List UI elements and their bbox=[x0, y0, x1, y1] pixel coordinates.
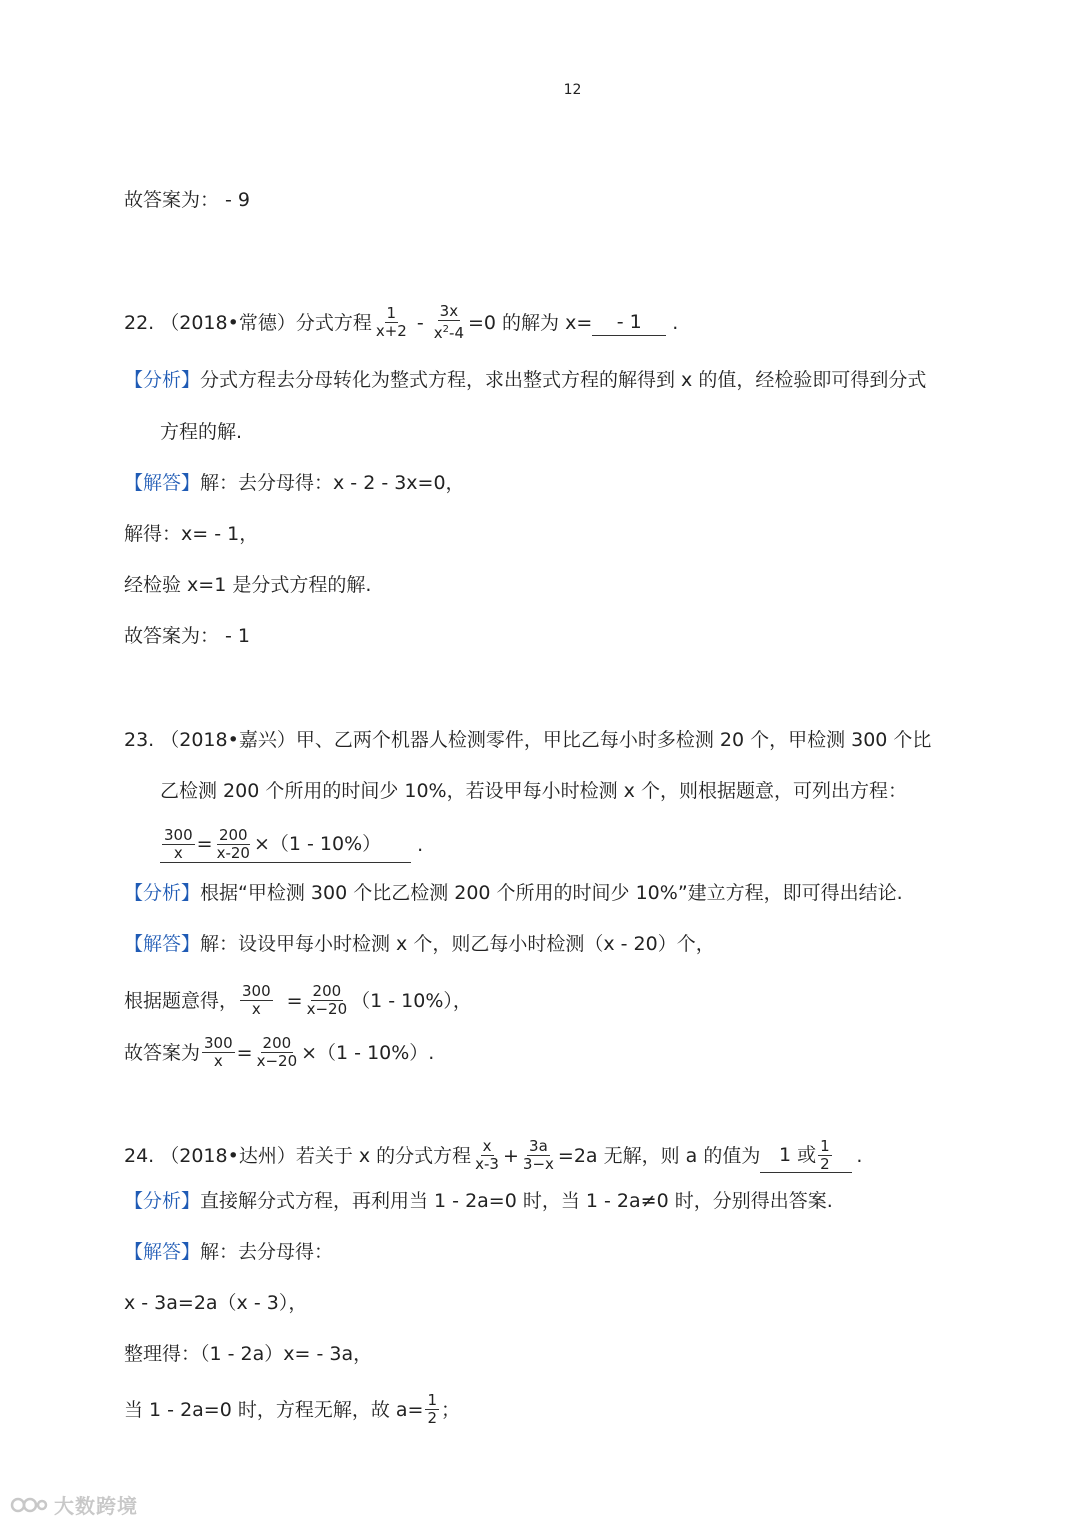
q22-f2-num: 3x bbox=[439, 302, 459, 320]
s23-l3-tail: ×（1 - 10%）. bbox=[301, 1041, 435, 1064]
q23-end: . bbox=[417, 833, 424, 856]
s23-l3-f1-num: 300 bbox=[204, 1034, 233, 1052]
s23-l2-eq: = bbox=[286, 989, 303, 1012]
analysis-22-text: 分式方程去分母转化为整式方程，求出整式方程的解得到 x 的值，经检验即可得到分式 bbox=[200, 369, 927, 391]
q22-f1-den: x+2 bbox=[375, 322, 407, 340]
q22-f2-den bbox=[432, 321, 466, 342]
q22-f1-num: 1 bbox=[386, 304, 397, 322]
q23-ans-f2-den: x-20 bbox=[216, 843, 250, 862]
solution-22-line4: 故答案为： - 1 bbox=[124, 625, 251, 647]
q22-f2-den-b: -4 bbox=[449, 324, 464, 342]
question-22 bbox=[124, 303, 678, 342]
s23-l2-f1 bbox=[240, 983, 273, 1018]
q22-fraction-2 bbox=[432, 303, 466, 342]
q24-ans-num: 1 bbox=[820, 1136, 830, 1155]
q23-ans-f1-num: 300 bbox=[164, 825, 193, 844]
solution-23-line3 bbox=[124, 1035, 434, 1070]
s23-l2-pre: 根据题意得， bbox=[124, 989, 239, 1012]
solution-tag: 【解答】 bbox=[124, 933, 201, 955]
s23-l3-f1 bbox=[202, 1035, 235, 1070]
q22-minus: - bbox=[410, 311, 430, 334]
question-23-answer bbox=[160, 826, 423, 863]
q22-answer-blank: - 1 bbox=[592, 309, 666, 336]
q24-ans-den: 2 bbox=[820, 1154, 830, 1173]
analysis-tag: 【分析】 bbox=[124, 882, 201, 904]
question-24 bbox=[124, 1138, 862, 1173]
solution-24-line4 bbox=[124, 1392, 460, 1427]
s24-l4-den: 2 bbox=[427, 1409, 437, 1427]
s24-l4-num: 1 bbox=[427, 1391, 437, 1409]
s23-l2-f2-num: 200 bbox=[312, 982, 342, 1000]
s23-l2-f2-den: x−20 bbox=[306, 1000, 348, 1018]
solution-23 bbox=[124, 932, 715, 956]
s23-l3-pre: 故答案为 bbox=[124, 1041, 201, 1064]
q22-f2-den-a: x bbox=[433, 324, 443, 342]
s24-l4-frac bbox=[425, 1392, 439, 1427]
solution-22-line2: 解得：x= - 1， bbox=[124, 523, 259, 545]
analysis-23-text: 根据“甲检测 300 个比乙检测 200 个所用的时间少 10%”建立方程，即可得出结论. bbox=[200, 882, 903, 904]
analysis-24 bbox=[124, 1189, 833, 1213]
solution-23-line2 bbox=[124, 983, 472, 1018]
solution-22-line3: 经检验 x=1 是分式方程的解. bbox=[124, 574, 372, 596]
q23-ans-tail: ×（1 - 10%） bbox=[253, 833, 382, 855]
s23-l2-tail: （1 - 10%）， bbox=[351, 989, 472, 1012]
solution-24-text: 解：去分母得： bbox=[200, 1241, 334, 1263]
s23-l3-eq: = bbox=[236, 1041, 253, 1064]
solution-24-line2: x - 3a=2a（x - 3）， bbox=[124, 1292, 308, 1314]
q22-head: 22. （2018•常德）分式方程 bbox=[124, 311, 372, 334]
q24-ans-frac bbox=[818, 1138, 832, 1173]
q24-answer-blank bbox=[760, 1138, 852, 1173]
analysis-22-cont: 方程的解. bbox=[160, 421, 243, 443]
q22-tail: =0 的解为 x= bbox=[468, 311, 593, 334]
solution-tag: 【解答】 bbox=[124, 472, 201, 494]
q24-end: . bbox=[856, 1144, 863, 1167]
s23-l2-f1-num: 300 bbox=[242, 982, 271, 1000]
q23-ans-f2 bbox=[215, 827, 252, 862]
q24-ans-text: 1 或 bbox=[778, 1144, 817, 1166]
watermark-logo-icon bbox=[10, 1494, 48, 1516]
s23-l2-f2 bbox=[305, 983, 350, 1018]
q24-f1 bbox=[473, 1138, 501, 1173]
q24-f2-den: 3−x bbox=[522, 1155, 554, 1173]
s23-l3-f2-den: x−20 bbox=[256, 1052, 298, 1070]
q23-ans-eq: = bbox=[196, 833, 213, 855]
q24-f2 bbox=[521, 1138, 556, 1173]
q24-f1-num: x bbox=[482, 1137, 492, 1155]
solution-24-line3: 整理得：（1 - 2a）x= - 3a， bbox=[124, 1343, 373, 1365]
solution-22 bbox=[124, 471, 465, 495]
watermark-text: 大数跨境 bbox=[54, 1494, 138, 1518]
q23-answer-blank bbox=[160, 826, 411, 863]
question-23-line1: 23. （2018•嘉兴）甲、乙两个机器人检测零件，甲比乙每小时多检测 20 个，甲检测 300 个比 bbox=[124, 729, 932, 751]
solution-tag: 【解答】 bbox=[124, 1241, 201, 1263]
q24-mid: =2a 无解，则 a 的值为 bbox=[557, 1144, 761, 1167]
question-23-line2: 乙检测 200 个所用的时间少 10%，若设甲每小时检测 x 个，则根据题意，可列出方程： bbox=[160, 780, 907, 802]
s24-l4-tail: ； bbox=[441, 1398, 461, 1421]
analysis-22 bbox=[124, 368, 926, 392]
q24-f2-num: 3a bbox=[529, 1137, 548, 1155]
q23-ans-f2-num: 200 bbox=[218, 825, 248, 844]
s23-l3-f2-num: 200 bbox=[262, 1034, 292, 1052]
analysis-24-text: 直接解分式方程，再利用当 1 - 2a=0 时，当 1 - 2a≠0 时，分别得出答案. bbox=[200, 1190, 833, 1212]
analysis-tag: 【分析】 bbox=[124, 1190, 201, 1212]
analysis-tag: 【分析】 bbox=[124, 369, 201, 391]
s23-l3-f2 bbox=[255, 1035, 300, 1070]
q22-fraction-1 bbox=[374, 305, 409, 340]
s24-l4-pre: 当 1 - 2a=0 时，方程无解，故 a= bbox=[124, 1398, 424, 1421]
q23-ans-f1 bbox=[162, 827, 195, 862]
answer-21: 故答案为： - 9 bbox=[124, 189, 251, 211]
s23-l3-f1-den: x bbox=[213, 1052, 223, 1070]
solution-24 bbox=[124, 1240, 333, 1264]
q22-f2-den-exp: 2 bbox=[442, 324, 450, 335]
analysis-23 bbox=[124, 881, 903, 905]
q22-end: . bbox=[672, 311, 679, 334]
q24-head: 24. （2018•达州）若关于 x 的分式方程 bbox=[124, 1144, 472, 1167]
solution-23-text: 解：设设甲每小时检测 x 个，则乙每小时检测（x - 20）个， bbox=[200, 933, 715, 955]
s23-l2-f1-den: x bbox=[251, 1000, 261, 1018]
q24-f1-den: x-3 bbox=[475, 1155, 499, 1173]
q24-plus: + bbox=[502, 1144, 519, 1167]
solution-22-text: 解：去分母得：x - 2 - 3x=0， bbox=[200, 472, 465, 494]
q23-ans-f1-den: x bbox=[173, 843, 183, 862]
watermark bbox=[10, 1490, 138, 1519]
page-number: 12 bbox=[563, 82, 582, 98]
